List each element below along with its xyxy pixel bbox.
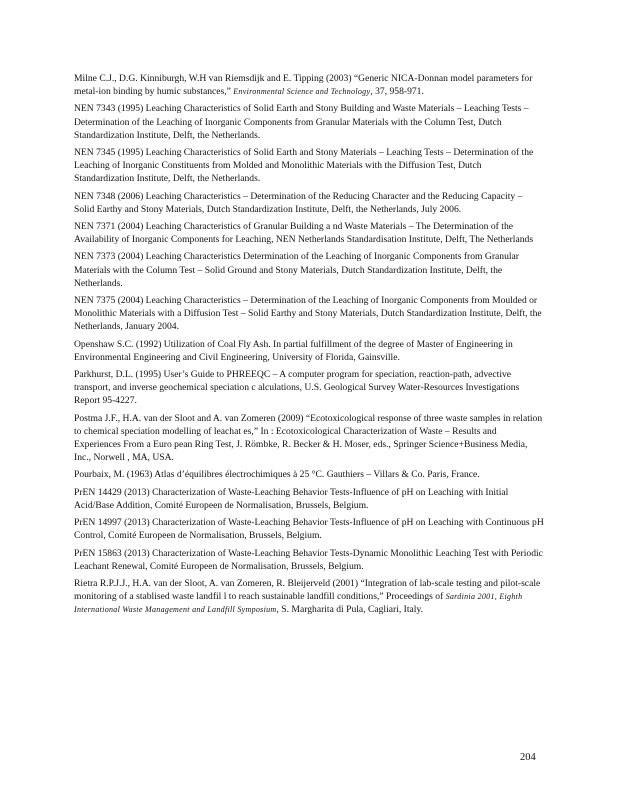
journal-title: Environmental Science and Technology: [230, 87, 371, 97]
reference-text: NEN 7348 (2006) Leaching Characteristics – Determination of the Reducing Character and the Reducing Capacity – Solid Earthy and Stony Materials, Dutch Standardization Institute, Delft, the Netherlands, July 2006.: [74, 190, 523, 215]
reference-entry: [74, 486, 544, 512]
journal-title: Sardinia 2001, Eighth International Waste Management and Landfill Symposium: [74, 592, 523, 615]
reference-entry: [74, 220, 544, 246]
reference-tail: , 37, 958‐971.: [370, 86, 424, 98]
reference-entry: [74, 294, 544, 334]
reference-entry: [74, 368, 544, 408]
reference-text: Rietra R.P.J.J., H.A. van der Sloot, A. van Zomeren, R. Bleijerveld (2001) “Integration of lab‐scale testing and pilot‐scale monitoring of a stablised waste landfil l to reach sustainable landfill conditions,” Proceedings of: [74, 577, 541, 603]
reference-entry: [74, 250, 544, 290]
reference-entry: [74, 468, 544, 481]
reference-text: NEN 7345 (1995) Leaching Characteristics of Solid Earth and Stony Materials – Leaching Tests – Determination of the Leaching of Inorganic Constituents from Molded and Monolithic Materials with the Diffusion Test, Dutch Standardization Institute, Delft, the Netherlands.: [74, 147, 534, 185]
reference-text: Pourbaix, M. (1963) Atlas d’équilibres électrochimiques à 25 °C. Gauthiers – Villars & Co. Paris, France.: [74, 469, 480, 481]
reference-text: Postma J.F., H.A. van der Sloot and A. van Zomeren (2009) “Ecotoxicological response of three waste samples in relation to chemical speciation modelling of leachat es,” In : Ecotoxicological Characterization of Waste – Results and Experiences From a Euro pean Ring Test, J. Römbke, R. Becker & H. Moser, eds., Springer Science+Business Media, Inc., Norwell , MA, USA.: [74, 412, 543, 464]
reference-entry: [74, 516, 544, 542]
reference-entry: [74, 412, 544, 465]
reference-entry: [74, 547, 544, 573]
reference-entry: [74, 102, 544, 142]
reference-entry: [74, 72, 544, 98]
reference-text: NEN 7373 (2004) Leaching Characteristics Determination of the Leaching of Inorganic Components from Granular Materials with the Column Test – Solid Ground and Stony Materials, Dutch Standardization Institute, Delft, the Netherlands.: [74, 251, 519, 289]
reference-text: Parkhurst, D.L. (1995) User’s Guide to PHREEQC – A computer program for speciation, reaction‐path, advective transport, and inverse geochemical speciation c alculations, U.S. Geological Survey Water‐Resources Investigations Report 95‐4227.: [74, 369, 520, 407]
reference-entry: [74, 190, 544, 216]
reference-text: PrEN 15863 (2013) Characterization of Waste‐Leaching Behavior Tests‐Dynamic Monolithic Leaching Test with Periodic Leachant Renewal, Comité Europeen de Normalisation, Brussels, Belgium.: [74, 547, 543, 572]
reference-text: NEN 7375 (2004) Leaching Characteristics – Determination of the Leaching of Inorganic Components from Moulded or Monolithic Materials with a Diffusion Test – Solid Earthy and Stony Materials, Dutch Standardization Institute, Delft, the Netherlands, January 2004.: [74, 295, 542, 333]
reference-text: Openshaw S.C. (1992) Utilization of Coal Fly Ash. In partial fulfillment of the degree of Master of Engineering in Environmental Engineering and Civil Engineering, University of Florida, Gainsville.: [74, 338, 513, 363]
reference-text: Milne C.J., D.G. Kinniburgh, W.H van Riemsdijk and E. Tipping (2003) “Generic NICA‐Donnan model parameters for metal‐ion binding by humic substances,”: [74, 73, 533, 98]
reference-tail: , S. Margharita di Pula, Cagliari, Italy.: [276, 604, 424, 616]
reference-text: PrEN 14429 (2013) Characterization of Waste‐Leaching Behavior Tests‐Influence of pH on Leaching with Initial Acid/Base Addition, Comité Europeen de Normalisation, Brussels, Belgium.: [74, 486, 509, 511]
reference-entry: [74, 146, 544, 186]
reference-text: NEN 7343 (1995) Leaching Characteristics of Solid Earth and Stony Building and Waste Materials – Leaching Tests – Determination of the Leaching of Inorganic Components from Granular Materials with the Column Test, Dutch Standardization Institute, Delft, the Netherlands.: [74, 103, 529, 141]
page-number: 204: [520, 752, 536, 763]
reference-list: [74, 72, 544, 621]
reference-entry: [74, 338, 544, 364]
reference-text: PrEN 14997 (2013) Characterization of Waste‐Leaching Behavior Tests‐Influence of pH on Leaching with Continuous pH Control, Comité Europeen de Normalisation, Brussels, Belgium.: [74, 517, 544, 542]
reference-text: NEN 7371 (2004) Leaching Characteristics of Granular Building a nd Waste Materials – The Determination of the Availability of Inorganic Components for Leaching, NEN Netherlands Standardisation Institute, Delft, The Netherlands: [74, 221, 534, 246]
reference-entry: [74, 577, 544, 617]
